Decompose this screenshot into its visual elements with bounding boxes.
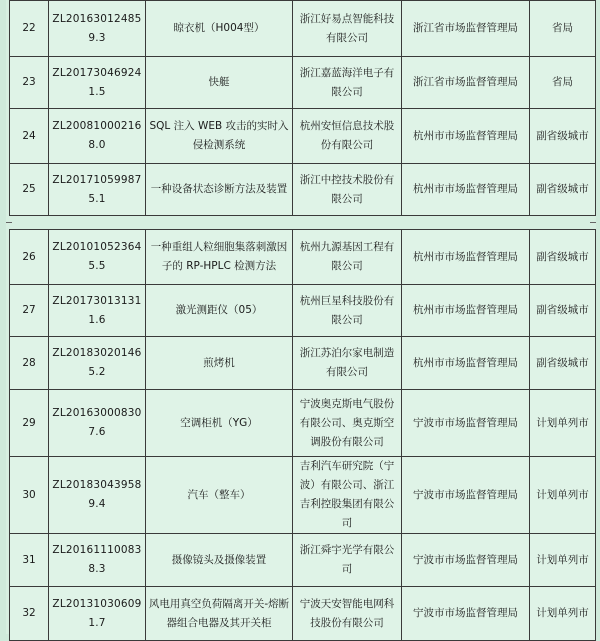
patent-name: 激光测距仪（05） — [146, 285, 293, 337]
patent-number: ZL201611100838.3 — [49, 534, 146, 587]
crop-mark — [6, 222, 12, 223]
table-row — [10, 587, 596, 641]
recommending-dept: 杭州市市场监督管理局 — [402, 164, 530, 216]
patent-name: SQL 注入 WEB 攻击的实时入侵检测系统 — [146, 109, 293, 164]
patent-number: ZL201730131311.6 — [49, 285, 146, 337]
patent-name: 煎烤机 — [146, 337, 293, 390]
patent-number: ZL201830201465.2 — [49, 337, 146, 390]
row-number: 29 — [10, 390, 49, 457]
table-row — [10, 457, 596, 534]
dept-level: 省局 — [530, 57, 596, 109]
dept-level: 副省级城市 — [530, 285, 596, 337]
patent-holder: 杭州巨星科技股份有限公司 — [293, 285, 402, 337]
patent-holder: 浙江舜宇光学有限公司 — [293, 534, 402, 587]
dept-level: 计划单列市 — [530, 390, 596, 457]
dept-level: 计划单列市 — [530, 457, 596, 534]
patent-holder: 宁波天安智能电网科技股份有限公司 — [293, 587, 402, 641]
patent-holder: 浙江中控技术股份有限公司 — [293, 164, 402, 216]
patent-holder: 杭州安恒信息技术股份有限公司 — [293, 109, 402, 164]
recommending-dept: 杭州市市场监督管理局 — [402, 230, 530, 285]
table-row — [10, 534, 596, 587]
patent-name: 一种设备状态诊断方法及装置 — [146, 164, 293, 216]
document-page — [6, 0, 596, 634]
recommending-dept: 浙江省市场监督管理局 — [402, 1, 530, 57]
page-break — [6, 216, 596, 229]
patent-number: ZL201830439589.4 — [49, 457, 146, 534]
patent-number: ZL201710599875.1 — [49, 164, 146, 216]
recommending-dept: 浙江省市场监督管理局 — [402, 57, 530, 109]
recommending-dept: 杭州市市场监督管理局 — [402, 337, 530, 390]
row-number: 24 — [10, 109, 49, 164]
patent-name: 一种重组人粒细胞集落刺激因子的 RP-HPLC 检测方法 — [146, 230, 293, 285]
patent-name: 汽车（整车） — [146, 457, 293, 534]
dept-level: 省局 — [530, 1, 596, 57]
table-row — [10, 230, 596, 285]
row-number: 25 — [10, 164, 49, 216]
table-row — [10, 390, 596, 457]
patent-name: 风电用真空负荷隔离开关-熔断器组合电器及其开关柜 — [146, 587, 293, 641]
patent-number: ZL200810002168.0 — [49, 109, 146, 164]
patent-name: 摄像镜头及摄像装置 — [146, 534, 293, 587]
row-number: 23 — [10, 57, 49, 109]
recommending-dept: 宁波市市场监督管理局 — [402, 457, 530, 534]
patent-holder: 宁波奥克斯电气股份有限公司、奥克斯空调股份有限公司 — [293, 390, 402, 457]
row-number: 26 — [10, 230, 49, 285]
dept-level: 副省级城市 — [530, 109, 596, 164]
row-number: 32 — [10, 587, 49, 641]
patent-number: ZL201630008307.6 — [49, 390, 146, 457]
dept-level: 副省级城市 — [530, 337, 596, 390]
patent-name: 晾衣机（H004型） — [146, 1, 293, 57]
row-number: 28 — [10, 337, 49, 390]
dept-level: 计划单列市 — [530, 534, 596, 587]
table-row — [10, 1, 596, 57]
patent-name: 快艇 — [146, 57, 293, 109]
recommending-dept: 宁波市市场监督管理局 — [402, 390, 530, 457]
dept-level: 计划单列市 — [530, 587, 596, 641]
row-number: 22 — [10, 1, 49, 57]
patent-holder: 杭州九源基因工程有限公司 — [293, 230, 402, 285]
patent-name: 空调柜机（YG） — [146, 390, 293, 457]
table-row — [10, 109, 596, 164]
recommending-dept: 杭州市市场监督管理局 — [402, 109, 530, 164]
recommending-dept: 宁波市市场监督管理局 — [402, 587, 530, 641]
crop-mark — [590, 222, 596, 223]
table-row — [10, 57, 596, 109]
patent-holder: 吉利汽车研究院（宁波）有限公司、浙江吉利控股集团有限公司 — [293, 457, 402, 534]
patent-holder: 浙江苏泊尔家电制造有限公司 — [293, 337, 402, 390]
patent-number: ZL201730469241.5 — [49, 57, 146, 109]
table-row — [10, 164, 596, 216]
row-number: 30 — [10, 457, 49, 534]
patent-holder: 浙江好易点智能科技有限公司 — [293, 1, 402, 57]
patent-table-bottom — [9, 229, 596, 641]
table-row — [10, 285, 596, 337]
recommending-dept: 宁波市市场监督管理局 — [402, 534, 530, 587]
patent-number: ZL201630124859.3 — [49, 1, 146, 57]
row-number: 27 — [10, 285, 49, 337]
patent-number: ZL201010523645.5 — [49, 230, 146, 285]
patent-table-top — [9, 0, 596, 216]
recommending-dept: 杭州市市场监督管理局 — [402, 285, 530, 337]
row-number: 31 — [10, 534, 49, 587]
table-row — [10, 337, 596, 390]
dept-level: 副省级城市 — [530, 164, 596, 216]
patent-holder: 浙江嘉蓝海洋电子有限公司 — [293, 57, 402, 109]
dept-level: 副省级城市 — [530, 230, 596, 285]
patent-number: ZL201310306091.7 — [49, 587, 146, 641]
